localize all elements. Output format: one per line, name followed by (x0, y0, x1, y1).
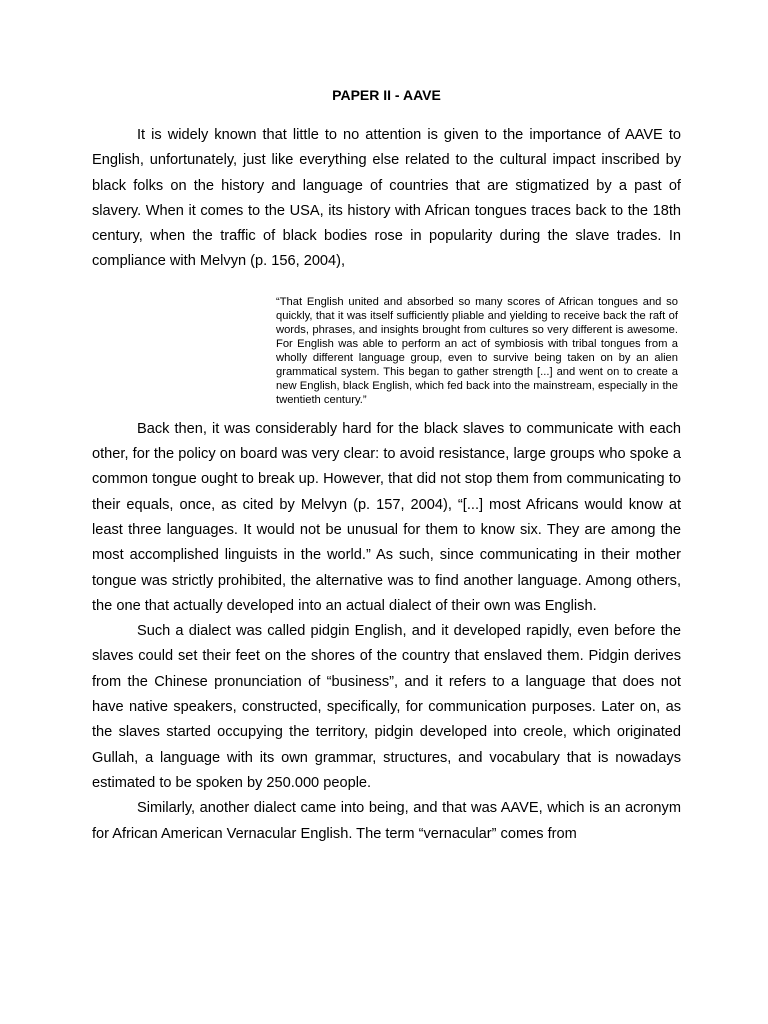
paragraph-pidgin: Such a dialect was called pidgin English, and it developed rapidly, even before the slaves could set their feet on the shores of the country that enslaved them. Pidgin derives from the Chinese pronunciation of “business”, and it refers to a language that does not have native speakers, constructed, specifically, for communication purposes. Later on, as the slaves started occupying the territory, pidgin developed into creole, which originated Gullah, a language with its own grammar, structures, and vocabulary that is nowadays estimated to be spoken by 250.000 people. (92, 623, 681, 791)
page-title: PAPER II - AAVE (332, 87, 441, 103)
paragraph-communication: Back then, it was considerably hard for the black slaves to communicate with each other, for the policy on board was very clear: to avoid resistance, large groups who spoke a common tongue ought to break up. However, that did not stop them from communicating to their equals, once, as cited by Melvyn (p. 157, 2004), “[...] most Africans would know at least three languages. It would not be unusual for them to know six. They are among the most accomplished linguists in the world.” As such, since communicating in their mother tongue was strictly prohibited, the alternative was to find another language. Among others, the one that actually developed into an actual dialect of their own was English. (92, 420, 681, 614)
block-quote: “That English united and absorbed so many scores of African tongues and so quickly, that it was itself sufficiently pliable and yielding to receive back the raft of words, phrases, and insights brought from cultures so very different is awesome. For English was able to perform an act of symbiosis with tribal tongues from a wholly different language group, even to survive being taken on by an alien grammatical system. This began to gather strength [...] and went on to create a new English, black English, which fed back into the mainstream, especially in the twentieth century.” (276, 295, 678, 406)
paragraph-aave: Similarly, another dialect came into being, and that was AAVE, which is an acronym for African American Vernacular English. The term “vernacular” comes from (92, 800, 681, 842)
paragraph-intro: It is widely known that little to no attention is given to the importance of AAVE to English, unfortunately, just like everything else related to the cultural impact inscribed by black folks on the history and language of countries that are stigmatized by a past of slavery. When it comes to the USA, its history with African tongues traces back to the 18th century, when the traffic of black bodies rose in popularity during the slave trades. In compliance with Melvyn (p. 156, 2004), (92, 127, 681, 270)
